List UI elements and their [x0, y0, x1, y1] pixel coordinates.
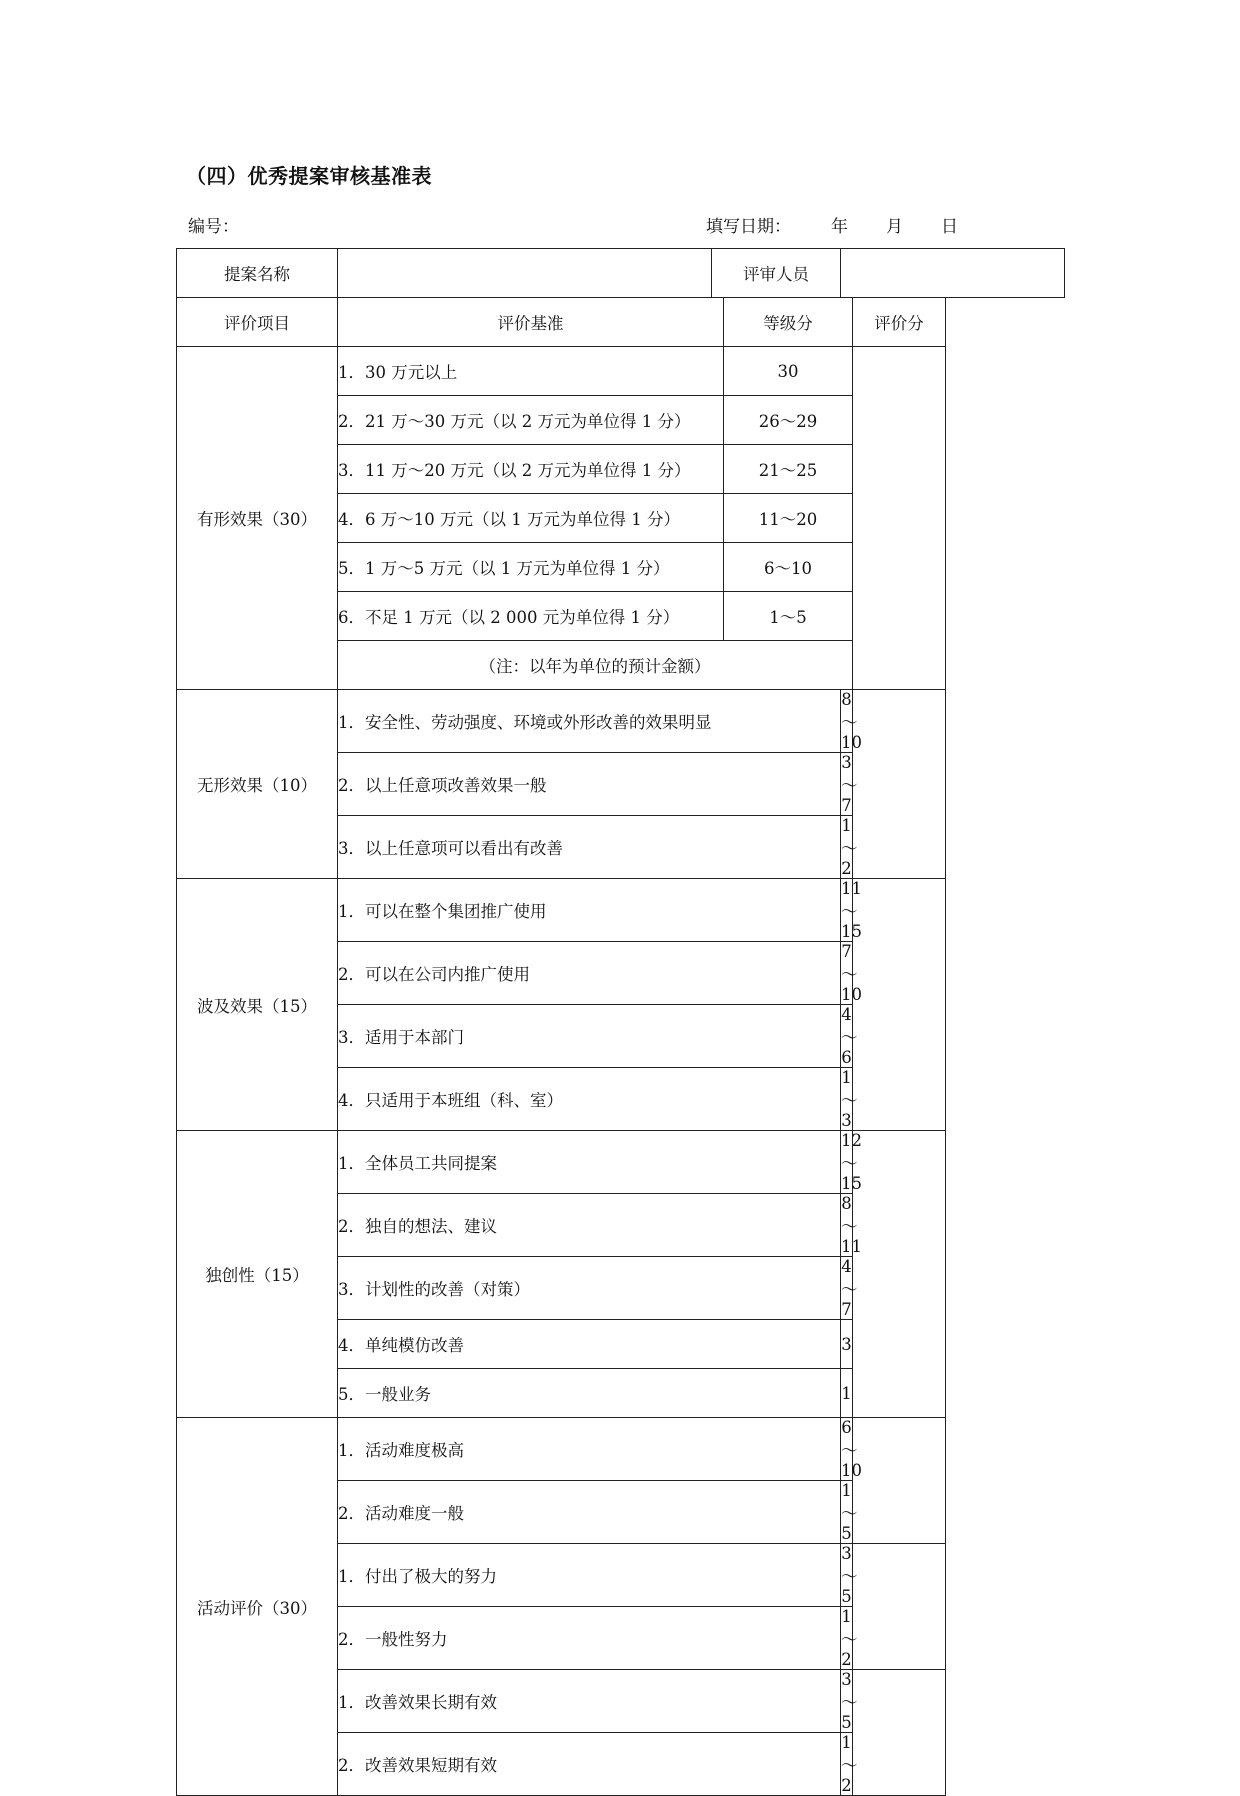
grade-cell: 8～11 [841, 1194, 862, 1256]
proposal-name-label: 提案名称 [177, 249, 338, 298]
grade-cell: 12～15 [841, 1131, 862, 1193]
criteria-cell: 3．计划性的改善（对策） [338, 1257, 841, 1320]
criteria-header: 评价基准 [338, 298, 724, 347]
table-row [177, 249, 1065, 298]
grade-cell: 1～2 [841, 1607, 858, 1669]
grade-cell: 1～2 [841, 816, 858, 878]
grade-cell: 4～6 [841, 1005, 858, 1067]
category-cell: 独创性（15） [177, 1131, 338, 1418]
grade-cell: 11～15 [841, 879, 862, 941]
reviewer-field[interactable] [841, 249, 1065, 298]
category-cell: 有形效果（30） [177, 347, 338, 690]
reviewer-label: 评审人员 [712, 249, 841, 298]
category-cell: 波及效果（15） [177, 879, 338, 1131]
criteria-cell: 1．付出了极大的努力 [338, 1544, 841, 1607]
item-header: 评价项目 [177, 298, 338, 347]
criteria-cell: 3．以上任意项可以看出有改善 [338, 816, 841, 879]
score-input-cell[interactable] [853, 1670, 946, 1796]
score-input-cell[interactable] [853, 347, 946, 690]
criteria-cell: 1．可以在整个集团推广使用 [338, 879, 841, 942]
criteria-cell: 1．全体员工共同提案 [338, 1131, 841, 1194]
grade-cell: 3 [841, 1320, 853, 1369]
criteria-cell: 2．一般性努力 [338, 1607, 841, 1670]
criteria-cell: 2．活动难度一般 [338, 1481, 841, 1544]
grade-cell: 21～25 [724, 445, 853, 494]
criteria-cell: 2．21 万～30 万元（以 2 万元为单位得 1 分） [338, 396, 724, 445]
table-row [177, 1418, 1065, 1481]
grade-cell: 1～2 [841, 1733, 858, 1795]
criteria-cell: 5．1 万～5 万元（以 1 万元为单位得 1 分） [338, 543, 724, 592]
criteria-cell: 2．以上任意项改善效果一般 [338, 753, 841, 816]
grade-cell: 6～10 [724, 543, 853, 592]
form-meta [188, 212, 968, 236]
table-row [177, 347, 1065, 396]
month-label: 月 [886, 217, 903, 237]
category-cell: 活动评价（30） [177, 1418, 338, 1796]
table-row [177, 298, 1065, 347]
criteria-cell: 4．只适用于本班组（科、室） [338, 1068, 841, 1131]
grade-cell: 4～7 [841, 1257, 858, 1319]
grade-cell: 3～5 [841, 1670, 858, 1732]
score-input-cell[interactable] [853, 690, 946, 879]
criteria-cell: 2．改善效果短期有效 [338, 1733, 841, 1796]
page-title: （四）优秀提案审核基准表 [186, 164, 432, 188]
evaluation-table [176, 248, 1065, 1796]
criteria-cell: 1．安全性、劳动强度、环境或外形改善的效果明显 [338, 690, 841, 753]
criteria-cell: 3．11 万～20 万元（以 2 万元为单位得 1 分） [338, 445, 724, 494]
grade-cell: 1 [841, 1369, 853, 1418]
score-input-cell[interactable] [853, 1418, 946, 1544]
category-cell: 无形效果（10） [177, 690, 338, 879]
grade-cell: 30 [724, 347, 853, 396]
criteria-cell: 1．活动难度极高 [338, 1418, 841, 1481]
grade-cell: 6～10 [841, 1418, 862, 1480]
criteria-cell: 6．不足 1 万元（以 2 000 元为单位得 1 分） [338, 592, 724, 641]
grade-cell: 8～10 [841, 690, 862, 752]
table-row [177, 879, 1065, 942]
grade-cell: 1～3 [841, 1068, 858, 1130]
criteria-cell: 3．适用于本部门 [338, 1005, 841, 1068]
score-input-cell[interactable] [853, 1544, 946, 1670]
grade-cell: 7～10 [841, 942, 862, 1004]
grade-cell: 11～20 [724, 494, 853, 543]
grade-cell: 1～5 [841, 1481, 858, 1543]
note-cell: （注：以年为单位的预计金额） [338, 641, 853, 690]
criteria-cell: 2．独自的想法、建议 [338, 1194, 841, 1257]
proposal-name-field[interactable] [338, 249, 712, 298]
grade-header: 等级分 [724, 298, 853, 347]
day-label: 日 [941, 217, 958, 237]
score-input-cell[interactable] [853, 1131, 946, 1418]
table-row [177, 690, 1065, 753]
criteria-cell: 1．30 万元以上 [338, 347, 724, 396]
date-field [706, 212, 958, 237]
score-header: 评价分 [853, 298, 946, 347]
year-label: 年 [831, 217, 848, 237]
number-label: 编号： [188, 217, 239, 237]
grade-cell: 3～5 [841, 1544, 858, 1606]
criteria-cell: 1．改善效果长期有效 [338, 1670, 841, 1733]
score-input-cell[interactable] [853, 879, 946, 1131]
grade-cell: 1～5 [724, 592, 853, 641]
criteria-cell: 5．一般业务 [338, 1369, 841, 1418]
criteria-cell: 2．可以在公司内推广使用 [338, 942, 841, 1005]
criteria-cell: 4．6 万～10 万元（以 1 万元为单位得 1 分） [338, 494, 724, 543]
date-label: 填写日期： [706, 217, 791, 237]
criteria-cell: 4．单纯模仿改善 [338, 1320, 841, 1369]
grade-cell: 3～7 [841, 753, 858, 815]
grade-cell: 26～29 [724, 396, 853, 445]
table-row [177, 1131, 1065, 1194]
